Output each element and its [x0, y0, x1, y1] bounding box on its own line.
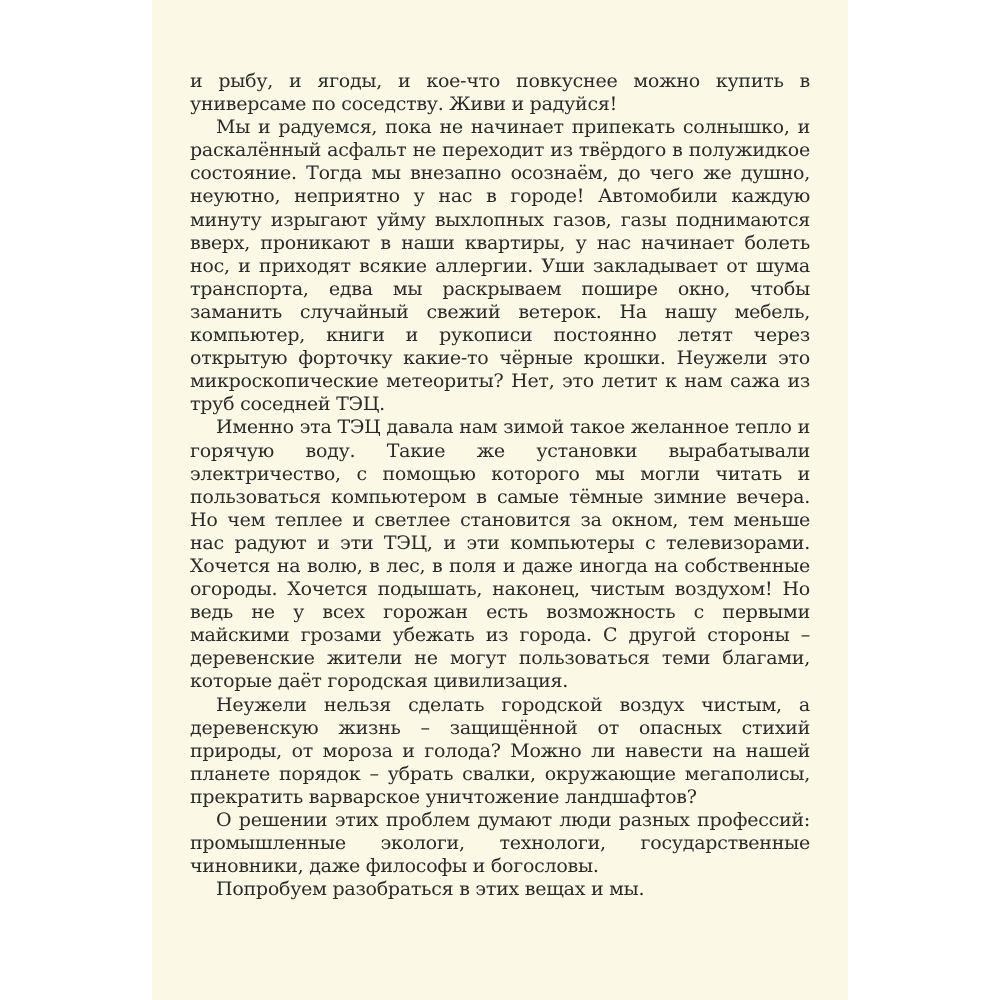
paragraph-4: Неужели нельзя сделать городской воздух чистым, а деревенскую жизнь – защищённой от опасных стихий природы, от мороза и голода? Можно ли навести на нашей планете порядок – убрать свалки, окружающие мегаполисы, прекратить варварское уничтожение ландшафтов? [190, 693, 810, 808]
paragraph-2: Мы и радуемся, пока не начинает припекать солнышко, и раскалённый асфальт не переходит из твёрдого в полужидкое состояние. Тогда мы внезапно осознаём, до чего же душно, неуютно, неприятно у нас в городе! Автомобили каждую минуту изрыгают уйму выхлопных газов, газы поднимаются вверх, проникают в наши квартиры, у нас начинает болеть нос, и приходят всякие аллергии. Уши закладывает от шума транспорта, едва мы раскрываем пошире окно, чтобы заманить случайный свежий ветерок. На нашу мебель, компьютер, книги и рукописи постоянно летят через открытую форточку какие-то чёрные крошки. Неужели это микроскопические метеориты? Нет, это летит к нам сажа из труб соседней ТЭЦ. [190, 116, 810, 416]
book-page [152, 0, 848, 1000]
paragraph-1: и рыбу, и ягоды, и кое-что повкуснее можно купить в универсаме по соседству. Живи и радуйся! [190, 70, 810, 116]
paragraph-6: Попробуем разобраться в этих вещах и мы. [216, 878, 645, 901]
paragraph-5: О решении этих проблем думают люди разных профессий: промышленные экологи, технологи, государственные чиновники, даже философы и богословы. [190, 809, 810, 878]
body-text [190, 70, 810, 901]
paragraph-3: Именно эта ТЭЦ давала нам зимой такое желанное тепло и горячую воду. Такие же установки вырабатывали электричество, с помощью которого мы могли читать и пользоваться компьютером в самые тёмные зимние вечера. Но чем теплее и светлее становится за окном, тем меньше нас радуют и эти ТЭЦ, и эти компьютеры с телевизорами. Хочется на волю, в лес, в поля и даже иногда на собственные огороды. Хочется подышать, наконец, чистым воздухом! Но ведь не у всех горожан есть возможность с первыми майскими грозами убежать из города. С другой стороны – деревенские жители не могут пользоваться теми благами, которые даёт городская цивилизация. [190, 416, 810, 693]
